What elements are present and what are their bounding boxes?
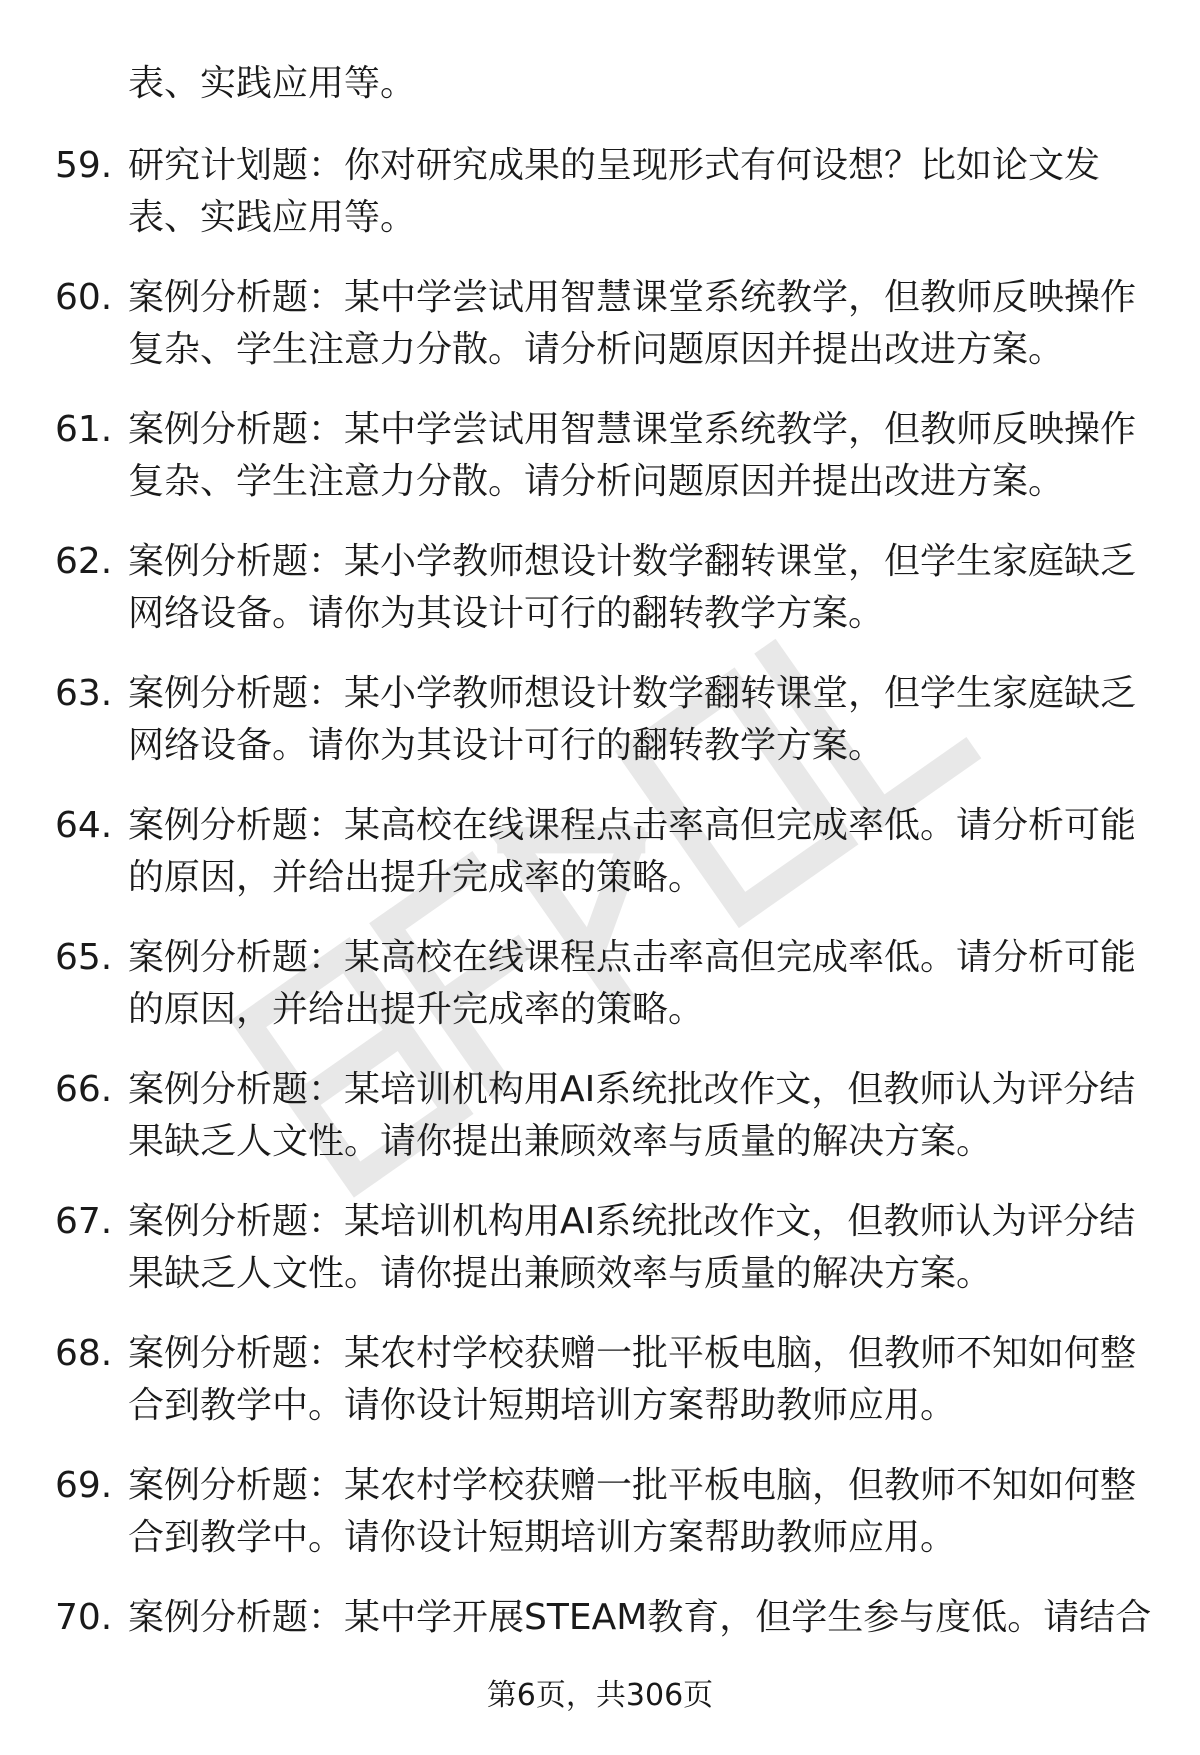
question-line: 表、实践应用等。 [128,197,417,238]
question-line: 研究计划题：你对研究成果的呈现形式有何设想？比如论文发 [128,145,1101,186]
question-number: 69. [55,1465,113,1506]
question-number: 64. [55,805,113,846]
question-number: 59. [55,145,113,186]
question-item [0,1064,1200,1196]
question-line: 合到教学中。请你设计短期培训方案帮助教师应用。 [128,1517,957,1558]
question-text [128,1460,1158,1564]
question-text [128,1328,1158,1432]
question-text [128,1196,1158,1300]
question-number: 70. [55,1597,113,1638]
question-item [0,1328,1200,1460]
question-text [128,272,1158,376]
question-text [128,404,1158,508]
question-number: 68. [55,1333,113,1374]
question-number: 62. [55,541,113,582]
question-line: 案例分析题：某中学开展STEAM教育，但学生参与度低。请结合 [128,1597,1152,1638]
question-line: 案例分析题：某高校在线课程点击率高但完成率低。请分析可能 [128,805,1137,846]
question-item [0,932,1200,1064]
question-text [128,932,1158,1036]
question-line: 案例分析题：某高校在线课程点击率高但完成率低。请分析可能 [128,937,1137,978]
question-line: 案例分析题：某农村学校获赠一批平板电脑，但教师不知如何整 [128,1333,1137,1374]
question-line: 案例分析题：某培训机构用AI系统批改作文，但教师认为评分结 [128,1201,1136,1242]
question-line: 合到教学中。请你设计短期培训方案帮助教师应用。 [128,1385,957,1426]
question-item [0,536,1200,668]
question-item [0,404,1200,536]
question-line: 的原因，并给出提升完成率的策略。 [128,857,705,898]
question-number: 66. [55,1069,113,1110]
question-line: 案例分析题：某小学教师想设计数学翻转课堂，但学生家庭缺乏 [128,541,1137,582]
continuation-text: 表、实践应用等。 [128,63,417,104]
question-line: 复杂、学生注意力分散。请分析问题原因并提出改进方案。 [128,329,1065,370]
question-line: 复杂、学生注意力分散。请分析问题原因并提出改进方案。 [128,461,1065,502]
question-line: 网络设备。请你为其设计可行的翻转教学方案。 [128,725,885,766]
question-line: 案例分析题：某中学尝试用智慧课堂系统教学，但教师反映操作 [128,277,1137,318]
question-text [128,1064,1158,1168]
question-text [128,1592,1158,1644]
question-number: 67. [55,1201,113,1242]
question-item [0,272,1200,404]
question-item [0,140,1200,272]
question-line: 的原因，并给出提升完成率的策略。 [128,989,705,1030]
page-footer: 第6页，共306页 [486,1678,714,1713]
question-text [128,140,1158,244]
question-text [128,668,1158,772]
question-number: 63. [55,673,113,714]
question-line: 果缺乏人文性。请你提出兼顾效率与质量的解决方案。 [128,1121,993,1162]
question-line: 案例分析题：某农村学校获赠一批平板电脑，但教师不知如何整 [128,1465,1137,1506]
question-item [0,668,1200,800]
question-item [0,1460,1200,1592]
question-line: 案例分析题：某培训机构用AI系统批改作文，但教师认为评分结 [128,1069,1136,1110]
question-line: 案例分析题：某中学尝试用智慧课堂系统教学，但教师反映操作 [128,409,1137,450]
question-line: 案例分析题：某小学教师想设计数学翻转课堂，但学生家庭缺乏 [128,673,1137,714]
question-number: 60. [55,277,113,318]
question-line: 网络设备。请你为其设计可行的翻转教学方案。 [128,593,885,634]
question-text [128,800,1158,904]
question-line: 果缺乏人文性。请你提出兼顾效率与质量的解决方案。 [128,1253,993,1294]
question-item [0,1196,1200,1328]
question-text [128,536,1158,640]
question-number: 65. [55,937,113,978]
question-list [0,140,1200,1724]
question-item [0,800,1200,932]
question-number: 61. [55,409,113,450]
